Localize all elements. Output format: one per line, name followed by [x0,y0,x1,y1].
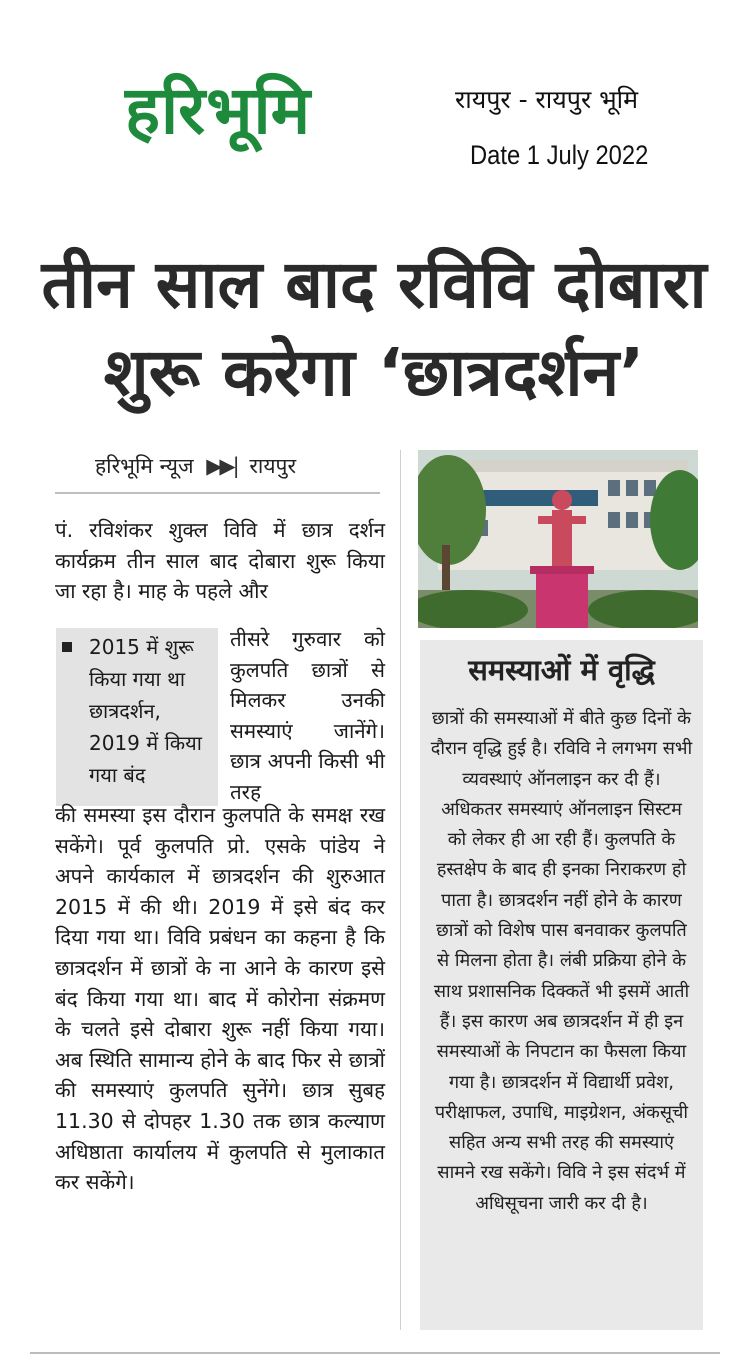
publication-date: Date 1 July 2022 [470,140,649,170]
newspaper-logo: हरिभूमि [125,72,312,149]
sidebar-text: छात्रों की समस्याओं में बीते कुछ दिनों के दौरान वृद्धि हुई है। रविवि ने लगभग सभी व्यवस्थाएं ऑनलाइन कर दी हैं। अधिकतर समस्याएं ऑनलाइन सिस्टम को लेकर ही आ रही हैं। कुलपति के हस्तक्षेप के बाद ही इनका निराकरण हो पाता है। छात्रदर्शन नहीं होने के कारण छात्रों को विशेष पास बनवाकर कुलपति से मिलना होता है। लंबी प्रक्रिया होने के साथ प्रशासनिक दिक्कतें भी इसमें आती हैं। इस कारण अब छात्रदर्शन में ही इन समस्याओं के निपटान का फैसला किया गया है। छात्रदर्शन में विद्यार्थी प्रवेश, परीक्षाफल, उपाधि, माइग्रेशन, अंकसूची सहित अन्य सभी तरह की समस्याएं सामने रख सकेंगे। विवि ने इस संदर्भ में अधिसूचना जारी कर दी है। [430,708,693,1214]
bottom-divider [30,1352,720,1354]
byline [95,452,296,480]
headline-line-2: शुरू करेगा ‘छात्रदर्शन’ [103,334,645,411]
column-divider [400,450,401,1330]
byline-source: हरिभूमि न्यूज [95,454,194,478]
byline-city: रायपुर [249,454,297,478]
callout-box [56,628,218,806]
statue-photo [418,450,698,628]
article-body: की समस्या इस दौरान कुलपति के समक्ष रख सकेंगे। पूर्व कुलपति प्रो. एसके पांडेय ने अपने कार्यकाल में छात्रदर्शन की शुरुआत 2015 में की थी। 2019 में इसे बंद कर दिया गया था। विवि प्रबंधन का कहना है कि छात्रदर्शन में छात्रों के ना आने के कारण इसे बंद किया गया था। बाद में कोरोना संक्रमण के चलते इसे दोबारा शुरू नहीं किया गया। अब स्थिति सामान्य होने के बाद फिर से छात्रों की समस्याएं कुलपति सुनेंगे। छात्र सुबह 11.30 से दोपहर 1.30 तक छात्र कल्याण अधिष्ठाता कार्यालय में कुलपति से मुलाकात कर सकेंगे। [55,803,385,1195]
headline-line-1: तीन साल बाद रविवि दोबारा [41,246,707,323]
edition-label: रायपुर - रायपुर भूमि [455,85,639,114]
sidebar-title: समस्याओं में वृद्धि [468,653,655,687]
callout-text: 2015 में शुरू किया गया था छात्रदर्शन, 2019 में किया गया बंद [89,635,202,787]
byline-arrow-icon: ▶▶| [206,454,237,478]
bullet-square-icon [62,642,72,652]
byline-divider [55,492,380,494]
article-side-text: तीसरे गुरुवार को कुलपति छात्रों से मिलकर उनकी समस्याएं जानेंगे। छात्र अपनी किसी भी तरह [230,627,385,804]
sidebar-box [420,640,703,1330]
article-intro: पं. रविशंकर शुक्ल विवि में छात्र दर्शन कार्यक्रम तीन साल बाद दोबारा शुरू किया जा रहा है। माह के पहले और [55,518,385,604]
